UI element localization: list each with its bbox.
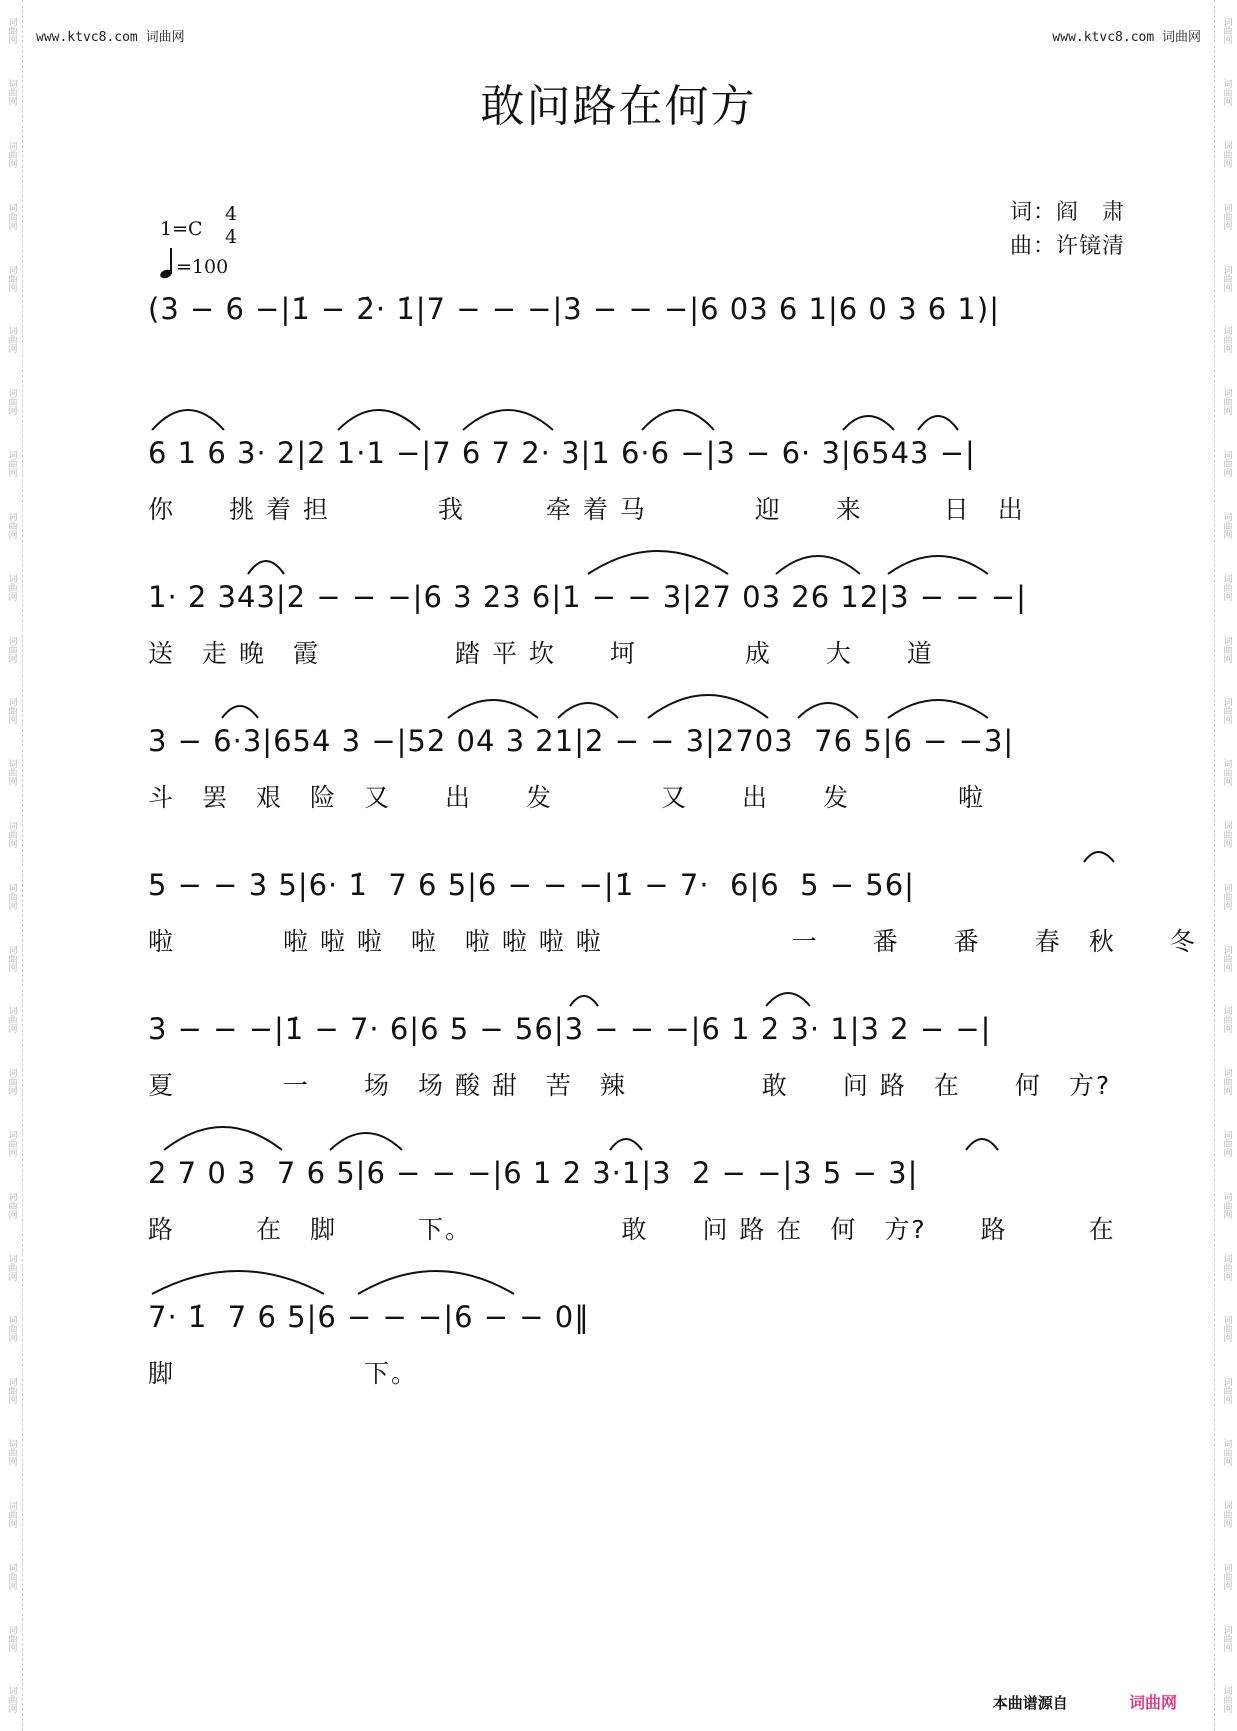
brand-link[interactable]: 词曲网	[1128, 1693, 1177, 1712]
credits	[1010, 196, 1125, 264]
edge-watermark-text: 词曲网	[6, 1562, 17, 1590]
edge-watermark-text: 词曲网	[1221, 820, 1232, 848]
lyrics: 啦 啦 啦 啦 啦 啦 啦 啦 啦 一 番 番 春 秋 冬	[148, 927, 1197, 956]
edge-watermark-text: 词曲网	[1221, 1500, 1232, 1528]
edge-watermark-text: 词曲网	[6, 573, 17, 601]
notation: 3 − 6·3|654 3 −|52 04 3 21|2 − − 3|2703 76 5|6 − −3|	[148, 724, 1015, 758]
edge-watermark-text: 词曲网	[1221, 1191, 1232, 1219]
notation: 7· 1̇ 7 6 5|6 − − −|6 − − 0‖	[148, 1300, 590, 1334]
edge-watermark-text: 词曲网	[1221, 79, 1232, 107]
song-title: 敢问路在何方	[480, 81, 757, 132]
edge-watermark-text: 词曲网	[6, 511, 17, 539]
slur-marks	[148, 678, 1127, 726]
footer	[993, 1690, 1177, 1713]
notation: 5 − − 3 5|6· 1̇ 7 6 5|6 − − −|1̇ − 7· 6|6 5 − 56|	[148, 868, 915, 902]
edge-watermark-text: 词曲网	[1221, 1686, 1232, 1714]
key-signature: 1=C	[160, 218, 203, 240]
edge-watermark-text: 词曲网	[1221, 511, 1232, 539]
edge-watermark-text: 词曲网	[6, 1253, 17, 1281]
edge-watermark-text: 词曲网	[1221, 141, 1232, 169]
edge-watermark-text: 词曲网	[6, 79, 17, 107]
edge-watermark-text: 词曲网	[6, 17, 17, 45]
right-margin-line	[1214, 0, 1215, 1731]
lyrics: 夏 一 场 场 酸 甜 苦 辣 敢 问 路 在 何 方?	[148, 1071, 1112, 1100]
lyrics: 斗 罢 艰 险 又 出 发 又 出 发 啦	[148, 783, 986, 812]
edge-watermark-text: 词曲网	[1221, 944, 1232, 972]
edge-watermark-text: 词曲网	[6, 1315, 17, 1343]
edge-watermark-text: 词曲网	[6, 1377, 17, 1405]
slur-marks	[148, 822, 1127, 870]
edge-watermark-text: 词曲网	[1221, 202, 1232, 230]
notation: (3 − 6 −|1̇ − 2̇· 1̇|7 − − −|3 − − −|6 03 6 1|6 0 3 6 1)|	[148, 292, 1000, 326]
edge-watermark-text: 词曲网	[1221, 1377, 1232, 1405]
edge-watermark-text: 词曲网	[1221, 1130, 1232, 1158]
edge-watermark-text: 词曲网	[6, 820, 17, 848]
site-watermark-left[interactable]: www.ktvc8.com 词曲网	[36, 30, 185, 45]
lyrics: 脚 下。	[148, 1359, 419, 1388]
slur-marks	[148, 966, 1127, 1014]
lyricist: 词：阎 肃	[1009, 200, 1125, 225]
composer: 曲：许镜清	[1009, 234, 1125, 259]
notation: 2 7 0 3 7 6 5|6 − − −|6 1 2 3·1|3 2 − −|3 5 − 3|	[148, 1156, 919, 1190]
tempo-value: =100	[176, 256, 229, 278]
edge-watermark-text: 词曲网	[6, 882, 17, 910]
edge-watermark-text: 词曲网	[1221, 635, 1232, 663]
edge-watermark-text: 词曲网	[1221, 759, 1232, 787]
edge-watermark-text: 词曲网	[6, 1439, 17, 1467]
tempo-marking	[160, 248, 228, 278]
time-top: 4	[225, 203, 238, 225]
source-label: 本曲谱源自	[992, 1694, 1068, 1712]
right-edge-watermark	[1217, 0, 1235, 1731]
edge-watermark-text: 词曲网	[6, 1686, 17, 1714]
edge-watermark-text: 词曲网	[1221, 388, 1232, 416]
edge-watermark-text: 词曲网	[6, 1068, 17, 1096]
edge-watermark-text: 词曲网	[6, 264, 17, 292]
edge-watermark-text: 词曲网	[1221, 264, 1232, 292]
left-margin-line	[22, 0, 23, 1731]
edge-watermark-text: 词曲网	[1221, 1624, 1232, 1652]
slur-marks	[148, 390, 1127, 438]
edge-watermark-text: 词曲网	[1221, 1562, 1232, 1590]
notation: 3 − − −|1̇ − 7· 6|6 5 − 56|3 − − −|6 1 2 3· 1|3 2 − −|	[148, 1012, 992, 1046]
edge-watermark-text: 词曲网	[6, 759, 17, 787]
edge-watermark-text: 词曲网	[1221, 573, 1232, 601]
lyrics: 送 走 晚 霞 踏 平 坎 坷 成 大 道	[148, 639, 934, 668]
edge-watermark-text: 词曲网	[1221, 697, 1232, 725]
edge-watermark-text: 词曲网	[6, 1006, 17, 1034]
edge-watermark-text: 词曲网	[6, 1500, 17, 1528]
edge-watermark-text: 词曲网	[6, 326, 17, 354]
left-edge-watermark	[2, 0, 20, 1731]
edge-watermark-text: 词曲网	[6, 388, 17, 416]
slur-marks	[148, 534, 1127, 582]
edge-watermark-text: 词曲网	[6, 141, 17, 169]
edge-watermark-text: 词曲网	[6, 1130, 17, 1158]
edge-watermark-text: 词曲网	[6, 202, 17, 230]
time-signature	[225, 203, 237, 249]
edge-watermark-text: 词曲网	[1221, 1439, 1232, 1467]
edge-watermark-text: 词曲网	[1221, 1068, 1232, 1096]
edge-watermark-text: 词曲网	[1221, 17, 1232, 45]
edge-watermark-text: 词曲网	[6, 944, 17, 972]
notation: 1· 2 343|2 − − −|6 3 23 6|1 − − 3|27 03 26 12|3 − − −|	[148, 580, 1027, 614]
edge-watermark-text: 词曲网	[1221, 1006, 1232, 1034]
time-bottom: 4	[225, 226, 238, 248]
site-watermark-right[interactable]: www.ktvc8.com 词曲网	[1052, 30, 1201, 45]
quarter-note-icon	[160, 248, 174, 278]
edge-watermark-text: 词曲网	[6, 697, 17, 725]
edge-watermark-text: 词曲网	[6, 1191, 17, 1219]
slur-marks	[148, 1254, 1127, 1302]
edge-watermark-text: 词曲网	[1221, 1253, 1232, 1281]
edge-watermark-text: 词曲网	[1221, 1315, 1232, 1343]
edge-watermark-text: 词曲网	[1221, 882, 1232, 910]
edge-watermark-text: 词曲网	[6, 635, 17, 663]
edge-watermark-text: 词曲网	[1221, 326, 1232, 354]
lyrics: 你 挑 着 担 我 牵 着 马 迎 来 日 出	[148, 495, 1025, 524]
edge-watermark-text: 词曲网	[6, 1624, 17, 1652]
lyrics: 路 在 脚 下。 敢 问 路 在 何 方? 路 在	[148, 1215, 1116, 1244]
edge-watermark-text: 词曲网	[1221, 450, 1232, 478]
slur-marks	[148, 1110, 1127, 1158]
edge-watermark-text: 词曲网	[6, 450, 17, 478]
notation: 6 1 6 3· 2|2 1·1 −|7 6 7 2· 3|1 6·6 −|3 − 6· 3|6543 −|	[148, 436, 976, 470]
